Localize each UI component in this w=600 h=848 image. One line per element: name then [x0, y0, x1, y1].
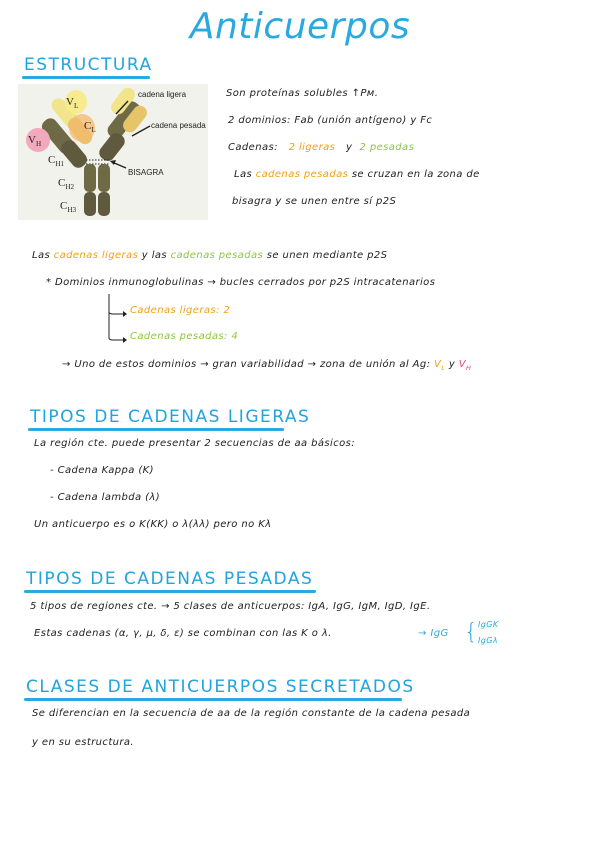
label-cadena-ligera: cadena ligera	[138, 90, 187, 99]
label-cl: $C_L$	[84, 120, 96, 135]
ligeras-line-2: - Cadena Kappa (K)	[50, 465, 154, 476]
note-line-5: bisagra y se unen entre sí p2S	[232, 196, 397, 207]
label-vh: $V_H$	[28, 134, 42, 149]
label-ch1: $C_{H1}$	[48, 154, 65, 169]
body-line-4: Cadenas pesadas: 4	[130, 331, 239, 342]
fc-left-ch3	[84, 192, 96, 216]
label-ch2: $C_{H2}$	[58, 177, 75, 192]
label-ch3: $C_{H3}$	[60, 200, 77, 215]
label-vl: $V_L$	[66, 96, 79, 111]
fc-right-ch3	[98, 192, 110, 216]
ligeras-line-4: Un anticuerpo es o K(KK) o λ(λλ) pero no Kλ	[34, 519, 272, 530]
heading-underline	[24, 698, 402, 701]
section-heading-ligeras: TIPOS DE CADENAS LIGERAS	[30, 407, 311, 427]
igg-brace: {	[464, 620, 478, 645]
fc-right-ch2	[98, 164, 110, 192]
pesadas-igg: → IgG	[418, 628, 449, 639]
ligeras-line-3: - Cadena lambda (λ)	[50, 492, 161, 503]
clases-line-1: Se diferencian en la secuencia de aa de la región constante de la cadena pesada	[32, 708, 471, 719]
antibody-drawing	[18, 84, 208, 220]
ligeras-line-1: La región cte. puede presentar 2 secuencias de aa básicos:	[34, 438, 355, 449]
note-line-2: 2 dominios: Fab (unión antígeno) y Fc	[228, 115, 433, 126]
body-line-3: Cadenas ligeras: 2	[130, 305, 231, 316]
pesadas-line-2: Estas cadenas (α, γ, μ, δ, ε) se combinan con las K o λ.	[34, 628, 332, 639]
note-line-1: Son proteínas solubles ↑Pм.	[226, 88, 379, 99]
pesadas-iggl: IgGλ	[478, 636, 498, 645]
note-line-4: Las cadenas pesadas se cruzan en la zona de	[234, 169, 480, 180]
pointer-hinge-head	[110, 160, 116, 165]
heavy-chain-right-ch1	[96, 130, 127, 163]
label-cadena-pesada: cadena pesada	[151, 121, 206, 130]
note-line-3: Cadenas: 2 ligeras y 2 pesadas	[228, 142, 415, 153]
bracket-arrows	[103, 292, 127, 344]
heading-underline	[22, 76, 150, 79]
label-bisagra: BISAGRA	[128, 168, 164, 177]
heading-underline	[28, 428, 284, 431]
section-heading-estructura: ESTRUCTURA	[24, 55, 153, 75]
antibody-diagram	[18, 84, 208, 220]
page-title: Anticuerpos	[189, 6, 411, 47]
section-heading-clases: CLASES DE ANTICUERPOS SECRETADOS	[26, 677, 415, 697]
pesadas-iggk: IgGK	[478, 620, 499, 629]
body-line-2: * Dominios inmunoglobulinas → bucles cerrados por p2S intracatenarios	[46, 277, 436, 288]
heading-underline	[24, 590, 316, 593]
fc-left-ch2	[84, 164, 96, 192]
pesadas-line-1: 5 tipos de regiones cte. → 5 clases de anticuerpos: IgA, IgG, IgM, IgD, IgE.	[30, 601, 431, 612]
clases-line-2: y en su estructura.	[32, 737, 134, 748]
body-line-5: → Uno de estos dominios → gran variabilidad → zona de unión al Ag: $V_L$ y $V_H$	[62, 359, 472, 372]
body-line-1: Las cadenas ligeras y las cadenas pesadas se unen mediante p2S	[32, 250, 388, 261]
section-heading-pesadas: TIPOS DE CADENAS PESADAS	[26, 569, 314, 589]
